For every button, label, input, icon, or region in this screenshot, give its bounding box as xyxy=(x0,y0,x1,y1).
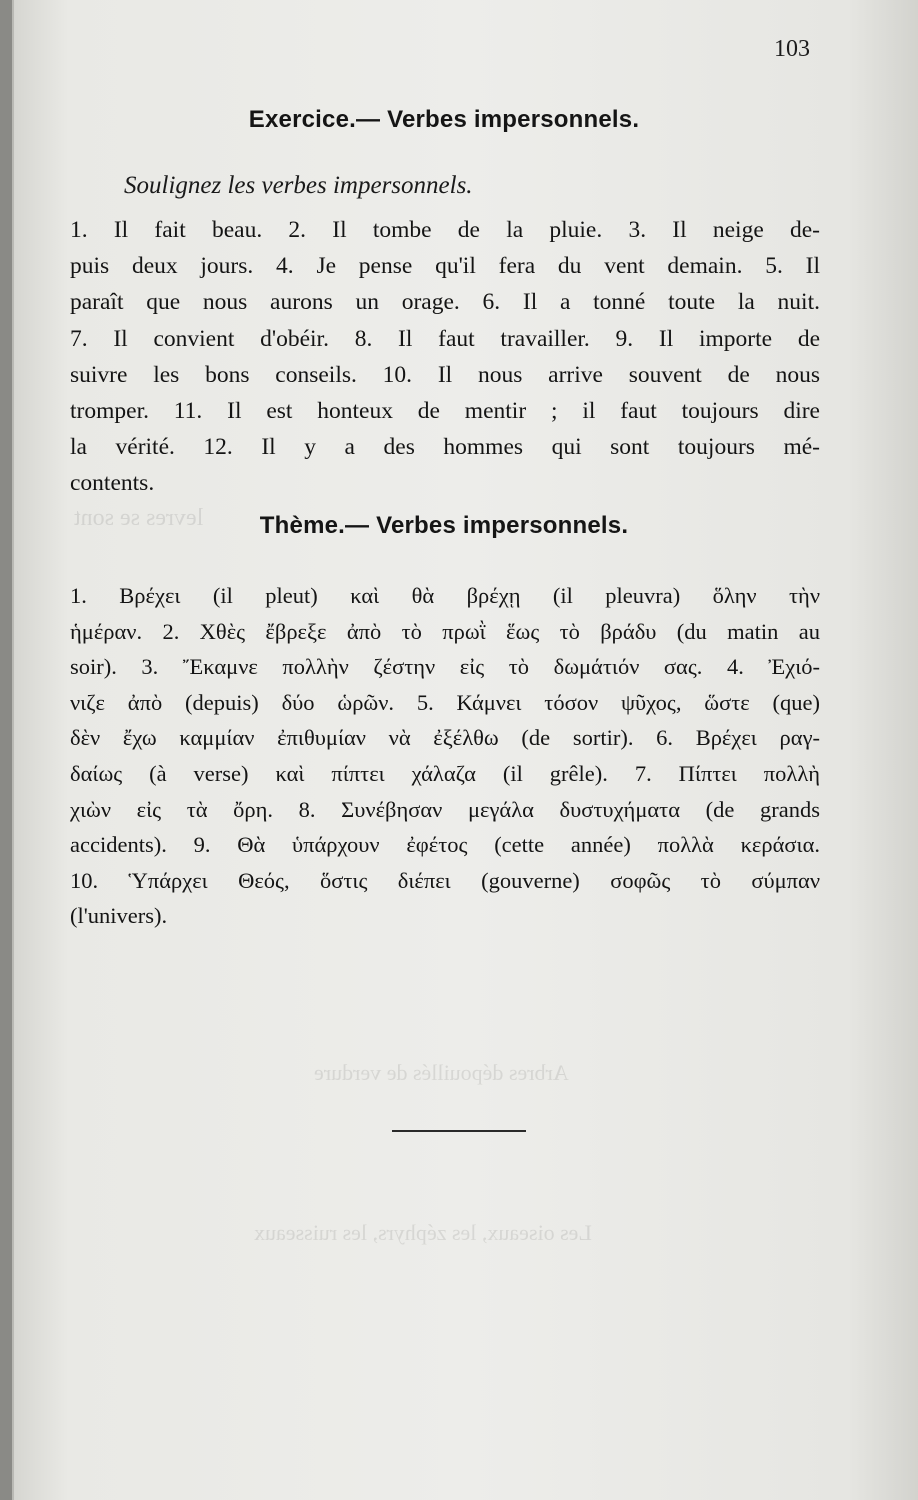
theme-line: δαίως (à verse) καὶ πίπτει χάλαζα (il grêle). 7. Πίπτει πολλὴ xyxy=(70,760,820,786)
exercise-line: puis deux jours. 4. Je pense qu'il fera du vent demain. 5. Il xyxy=(70,253,820,280)
show-through-text: Arbres dépouillés de verdure xyxy=(314,1060,569,1085)
exercise-line: la vérité. 12. Il y a des hommes qui sont toujours mé- xyxy=(70,434,820,461)
theme-text xyxy=(70,578,820,934)
exercise-instruction: Soulignez les verbes impersonnels. xyxy=(124,172,473,199)
exercise-heading: Exercice.— Verbes impersonnels. xyxy=(248,106,640,133)
book-page xyxy=(12,0,918,1500)
page-number: 103 xyxy=(774,36,810,62)
exercise-line: 7. Il convient d'obéir. 8. Il faut travailler. 9. Il importe de xyxy=(70,325,820,352)
theme-line: νιζε ἀπὸ (depuis) δύο ὡρῶν. 5. Κάμνει τόσον ψῦχος, ὥστε (que) xyxy=(70,689,820,715)
exercise-line: suivre les bons conseils. 10. Il nous arrive souvent de nous xyxy=(70,361,820,388)
theme-line: 10. Ὑπάρχει Θεός, ὅστις διέπει (gouverne) σοφῶς τὸ σύμπαν xyxy=(70,867,820,893)
theme-line: 1. Βρέχει (il pleut) καὶ θὰ βρέχῃ (il pleuvra) ὅλην τὴν xyxy=(70,583,820,608)
theme-line: soir). 3. Ἔκαμνε πολλὴν ζέστην εἰς τὸ δωμάτιόν σας. 4. Ἐχιό- xyxy=(70,654,820,680)
exercise-line: contents. xyxy=(70,470,155,497)
show-through-text: Les oiseaux, les zéphyrs, les ruisseaux xyxy=(254,1220,592,1245)
show-through-text: levres se sont xyxy=(74,505,204,531)
theme-line: accidents). 9. Θὰ ὑπάρχουν ἐφέτος (cette année) πολλὰ κεράσια. xyxy=(70,832,820,858)
exercise-line: paraît que nous aurons un orage. 6. Il a tonné toute la nuit. xyxy=(70,289,820,316)
section-divider xyxy=(392,1130,526,1132)
exercise-line: tromper. 11. Il est honteux de mentir ; il faut toujours dire xyxy=(70,398,820,425)
theme-line: χιὼν εἰς τὰ ὄρη. 8. Συνέβησαν μεγάλα δυστυχήματα (de grands xyxy=(70,796,820,822)
exercise-text xyxy=(70,212,820,502)
theme-line: ἡμέραν. 2. Χθὲς ἔβρεξε ἀπὸ τὸ πρωῒ ἕως τὸ βράδυ (du matin au xyxy=(70,618,820,644)
theme-line: (l'univers). xyxy=(70,903,168,929)
exercise-line: 1. Il fait beau. 2. Il tombe de la pluie. 3. Il neige de- xyxy=(70,217,820,243)
theme-line: δὲν ἔχω καμμίαν ἐπιθυμίαν νὰ ἐξέλθω (de sortir). 6. Βρέχει ραγ- xyxy=(70,725,820,751)
theme-heading: Thème.— Verbes impersonnels. xyxy=(259,512,629,539)
